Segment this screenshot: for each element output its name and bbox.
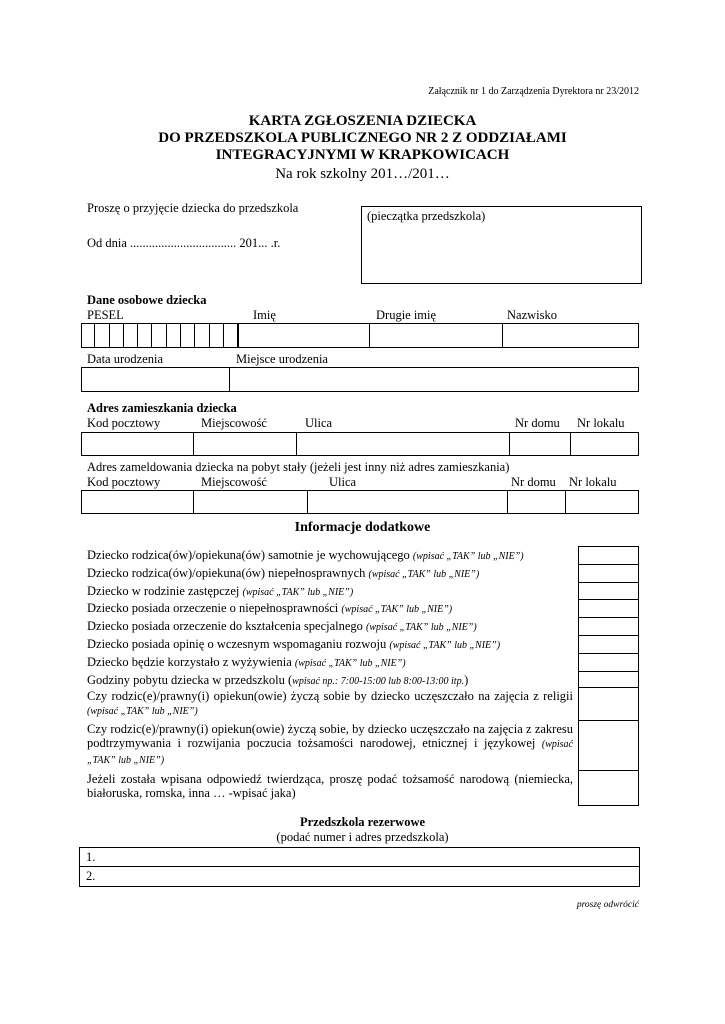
request-text: Proszę o przyjęcie dziecka do przedszkola: [87, 201, 299, 215]
pesel-digit-cell[interactable]: [124, 323, 138, 348]
question-hint: (wpisać „TAK” lub „NIE”): [242, 587, 354, 598]
question-label: Czy rodzic(e)/prawny(i) opiekun(owie) życzą sobie by dziecko uczęszczało na zajęcia z religii: [87, 689, 573, 703]
second-name-label: Drugie imię: [376, 308, 437, 322]
footer-note: proszę odwrócić: [576, 900, 639, 910]
school-year: Na rok szkolny 201…/201…: [275, 166, 450, 182]
question-label: Dziecko posiada opinię o wczesnym wspomaganiu rozwoju: [87, 637, 390, 651]
question-text: [87, 673, 573, 689]
registration-postal-field[interactable]: [82, 491, 192, 513]
question-text: [87, 637, 573, 653]
question-label: Dziecko będzie korzystało z wyżywienia: [87, 655, 295, 669]
residence-flat-field[interactable]: [571, 433, 638, 455]
additional-heading: Informacje dodatkowe: [294, 520, 431, 535]
question-hint: (wpisać „TAK” lub „NIE”): [366, 622, 477, 633]
personal-heading: Dane osobowe dziecka: [87, 293, 207, 307]
house-label: Nr domu: [511, 475, 556, 489]
question-hint: (wpisać „TAK” lub „NIE”): [87, 706, 198, 717]
question-text: [87, 584, 573, 600]
question-hint: (wpisać „TAK” lub „NIE”): [412, 551, 524, 562]
first-name-label: Imię: [253, 308, 276, 322]
question-label: Jeżeli została wpisana odpowiedź twierdząca, proszę podać tożsamość narodową (niemiecka, białoruska, romska, inna … -wpisać jaka): [87, 772, 573, 800]
pesel-digit-cell[interactable]: [153, 323, 167, 348]
pesel-digit-cell[interactable]: [167, 323, 181, 348]
answer-box[interactable]: [578, 653, 639, 672]
question-label: Dziecko rodzica(ów)/opiekuna(ów) samotnie je wychowującego: [87, 548, 413, 562]
answer-box[interactable]: [578, 671, 639, 688]
pesel-digit-cell[interactable]: [110, 323, 124, 348]
answer-box[interactable]: [578, 635, 639, 654]
pesel-digit-cell[interactable]: [181, 323, 195, 348]
residence-heading: Adres zamieszkania dziecka: [87, 401, 237, 415]
question-hint: (wpisać „TAK” lub „NIE”): [368, 569, 480, 580]
question-hint: (wpisać „TAK” lub „NIE”): [389, 640, 501, 651]
question-label: Dziecko rodzica(ów)/opiekuna(ów) niepełnosprawnych: [87, 566, 369, 580]
question-label: Dziecko w rodzinie zastępczej: [87, 584, 243, 598]
question-text: [87, 548, 573, 564]
question-text: [87, 566, 573, 582]
birth-date-field[interactable]: [82, 368, 228, 391]
residence-city-field[interactable]: [194, 433, 295, 455]
question-hint: (wpisać „TAK” lub „NIE”): [87, 739, 573, 766]
answer-box[interactable]: [578, 564, 639, 583]
postal-label: Kod pocztowy: [87, 475, 161, 489]
title-line-1: KARTA ZGŁOSZENIA DZIECKA: [248, 113, 477, 129]
stamp-box: [361, 206, 642, 284]
question-label: Czy rodzic(e)/prawny(i) opiekun(owie) życzą sobie, by dziecko uczęszczało na zajęcia z zakresu podtrzymywania i rozwijania poczucia tożsamości narodowej, etnicznej i językowej: [87, 722, 573, 750]
question-text: [87, 772, 573, 800]
pesel-digit-cell[interactable]: [210, 323, 224, 348]
question-text: [87, 601, 573, 617]
question-text: [87, 689, 573, 719]
residence-postal-field[interactable]: [82, 433, 192, 455]
reserve-subheading: (podać numer i adres przedszkola): [276, 830, 449, 844]
answer-box[interactable]: [578, 770, 639, 806]
postal-label: Kod pocztowy: [87, 416, 161, 430]
answer-box[interactable]: [578, 617, 639, 636]
second-name-field[interactable]: [370, 324, 501, 347]
street-label: Ulica: [305, 416, 333, 430]
question-hint: wpisać np.: 7:00-15:00 lub 8:00-13:00 itp.: [292, 676, 465, 687]
reserve-row-2[interactable]: 2.: [86, 869, 96, 883]
answer-box[interactable]: [578, 582, 639, 600]
pesel-digit-cell[interactable]: [224, 323, 238, 348]
answer-box[interactable]: [578, 720, 639, 771]
question-text: [87, 619, 573, 635]
registration-flat-field[interactable]: [566, 491, 638, 513]
registration-street-field[interactable]: [308, 491, 506, 513]
flat-label: Nr lokalu: [577, 416, 625, 430]
pesel-digit-cell[interactable]: [195, 323, 209, 348]
pesel-label: PESEL: [87, 308, 124, 322]
title-line-2: DO PRZEDSZKOLA PUBLICZNEGO NR 2 Z ODDZIAŁAMI: [158, 130, 567, 146]
reserve-table: [79, 847, 640, 887]
question-label: Dziecko posiada orzeczenie do kształcenia specjalnego: [87, 619, 367, 633]
attachment-note: Załącznik nr 1 do Zarządzenia Dyrektora nr 23/2012: [428, 86, 639, 97]
question-text: [87, 655, 573, 671]
city-label: Miejscowość: [201, 475, 267, 489]
city-label: Miejscowość: [201, 416, 267, 430]
pesel-digit-cell[interactable]: [81, 323, 95, 348]
question-tail: ): [464, 673, 469, 687]
residence-house-field[interactable]: [510, 433, 569, 455]
birth-place-field[interactable]: [230, 368, 638, 391]
surname-field[interactable]: [503, 324, 638, 347]
reserve-row-1[interactable]: 1.: [86, 850, 96, 864]
pesel-digit-cell[interactable]: [138, 323, 152, 348]
question-text: [87, 722, 573, 768]
form-title: [0, 113, 725, 164]
flat-label: Nr lokalu: [569, 475, 617, 489]
divider: [80, 866, 639, 867]
registration-city-field[interactable]: [194, 491, 306, 513]
question-hint: (wpisać „TAK” lub „NIE”): [294, 658, 406, 669]
registration-heading: Adres zameldowania dziecka na pobyt stały (jeżeli jest inny niż adres zamieszkania): [87, 460, 510, 474]
street-label: Ulica: [329, 475, 357, 489]
house-label: Nr domu: [515, 416, 560, 430]
title-line-3: INTEGRACYJNYMI W KRAPKOWICACH: [215, 147, 510, 163]
reserve-heading: Przedszkola rezerwowe: [299, 815, 426, 829]
answer-box[interactable]: [578, 599, 639, 618]
answer-box[interactable]: [578, 687, 639, 721]
question-label: Dziecko posiada orzeczenie o niepełnosprawności: [87, 601, 342, 615]
pesel-digit-cell[interactable]: [95, 323, 109, 348]
question-label: Godziny pobytu dziecka w przedszkolu (: [87, 673, 293, 687]
from-date-field[interactable]: Od dnia .................................. 201... .r.: [87, 236, 281, 250]
registration-house-field[interactable]: [508, 491, 564, 513]
surname-label: Nazwisko: [507, 308, 557, 322]
stamp-label: (pieczątka przedszkola): [367, 209, 486, 223]
first-name-field[interactable]: [239, 324, 368, 347]
birth-place-label: Miejsce urodzenia: [236, 352, 328, 366]
residence-street-field[interactable]: [297, 433, 508, 455]
answer-box[interactable]: [578, 546, 639, 565]
birth-date-label: Data urodzenia: [87, 352, 164, 366]
question-hint: (wpisać „TAK” lub „NIE”): [341, 604, 453, 615]
